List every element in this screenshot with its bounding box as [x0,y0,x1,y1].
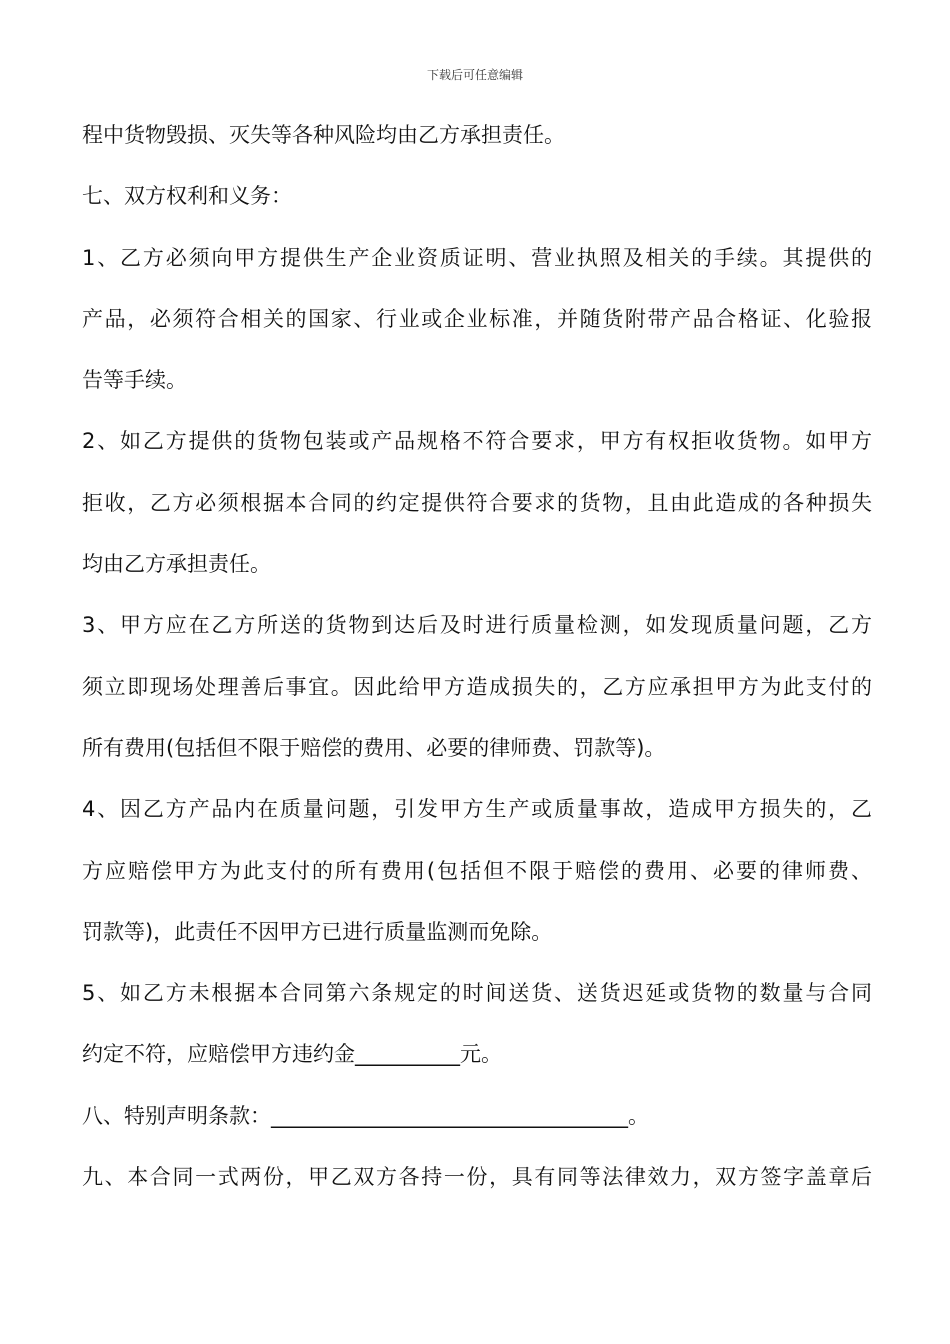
text-line: 程中货物毁损、灭失等各种风险均由乙方承担责任。 [82,123,565,147]
text-line: 2、如乙方提供的货物包装或产品规格不符合要求，甲方有权拒收货物。如甲方 [82,429,872,454]
text-line: 八、特别声明条款：__________________________________。 [82,1103,649,1128]
page-header-note: 下载后可任意编辑 [426,68,523,82]
contract-body-text [82,112,872,1215]
text-line: 九、本合同一式两份，甲乙双方各持一份，具有同等法律效力，双方签字盖章后 [82,1165,872,1190]
text-line: 约定不符，应赔偿甲方违约金__________元。 [82,1042,502,1067]
text-line: 4、因乙方产品内在质量问题，引发甲方生产或质量事故，造成甲方损失的，乙 [82,797,872,822]
text-line: 5、如乙方未根据本合同第六条规定的时间送货、送货迟延或货物的数量与合同 [82,981,872,1006]
text-line: 1、乙方必须向甲方提供生产企业资质证明、营业执照及相关的手续。其提供的 [82,245,872,270]
text-line: 均由乙方承担责任。 [82,552,271,577]
text-line: 七、双方权利和义务： [82,184,292,209]
text-line: 须立即现场处理善后事宜。因此给甲方造成损失的，乙方应承担甲方为此支付的 [82,674,872,699]
text-line: 方应赔偿甲方为此支付的所有费用(包括但不限于赔偿的费用、必要的律师费、 [82,858,872,883]
text-line: 罚款等)，此责任不因甲方已进行质量监测而免除。 [82,919,553,944]
text-line: 所有费用(包括但不限于赔偿的费用、必要的律师费、罚款等)。 [82,735,666,760]
text-line: 产品，必须符合相关的国家、行业或企业标准，并随货附带产品合格证、化验报 [82,306,872,331]
text-line: 3、甲方应在乙方所送的货物到达后及时进行质量检测，如发现质量问题，乙方 [82,613,872,638]
text-line: 拒收，乙方必须根据本合同的约定提供符合要求的货物，且由此造成的各种损失 [82,490,872,515]
text-line: 告等手续。 [82,368,187,393]
